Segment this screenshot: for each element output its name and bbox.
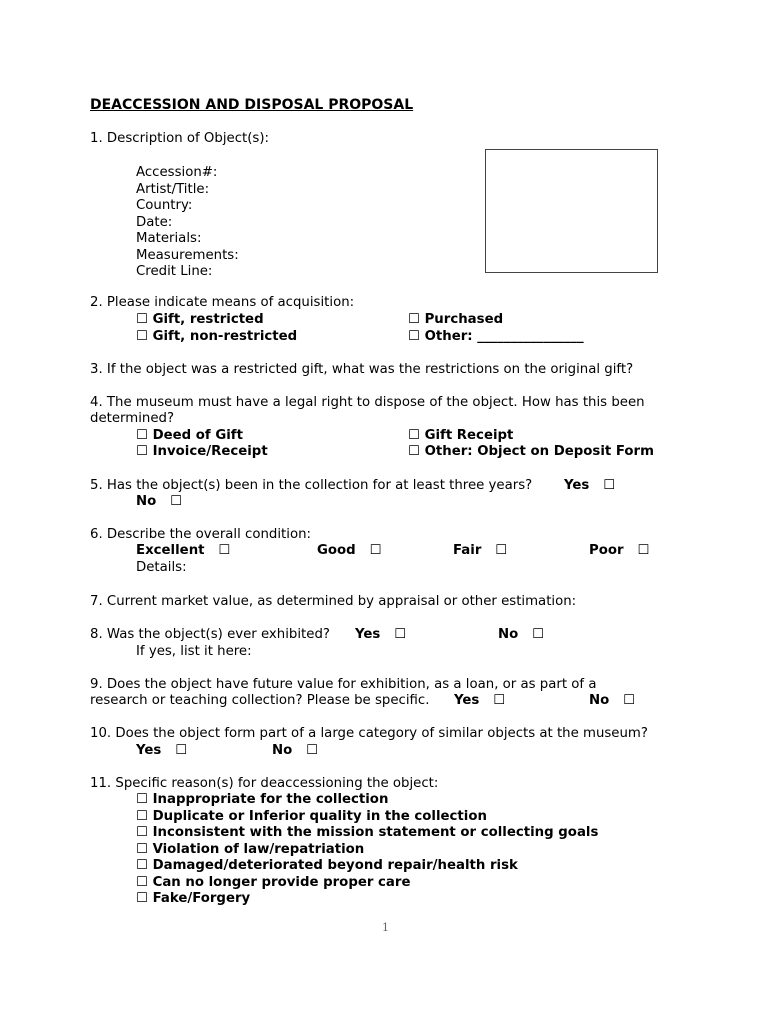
q9-line2: research or teaching collection? Please be specific.	[90, 693, 430, 708]
field-artist-title: Artist/Title:	[136, 182, 210, 197]
q1-label: 1. Description of Object(s):	[90, 131, 270, 146]
option-purchased[interactable]: ☐ Purchased	[408, 312, 504, 327]
checkbox-icon[interactable]: ☐	[408, 428, 420, 443]
condition-fair[interactable]: Fair ☐	[453, 543, 508, 558]
q3-label: 3. If the object was a restricted gift, what was the restrictions on the original gift?	[90, 362, 634, 377]
q8-yes-option[interactable]: Yes ☐	[355, 627, 407, 642]
field-measurements: Measurements:	[136, 248, 239, 263]
q2-label: 2. Please indicate means of acquisition:	[90, 295, 355, 310]
checkbox-icon[interactable]: ☐	[532, 627, 545, 642]
checkbox-icon[interactable]: ☐	[136, 858, 148, 873]
q5-yes-option[interactable]: Yes ☐	[564, 478, 616, 493]
checkbox-icon[interactable]: ☐	[623, 693, 636, 708]
option-invoice-receipt[interactable]: ☐ Invoice/Receipt	[136, 444, 268, 459]
checkbox-icon[interactable]: ☐	[170, 494, 183, 509]
checkbox-icon[interactable]: ☐	[637, 543, 650, 558]
q6-details: Details:	[136, 560, 187, 575]
document-title: DEACCESSION AND DISPOSAL PROPOSAL	[90, 97, 414, 113]
field-country: Country:	[136, 198, 193, 213]
field-materials: Materials:	[136, 231, 202, 246]
q4-line1: 4. The museum must have a legal right to dispose of the object. How has this been	[90, 395, 645, 410]
q8-sub: If yes, list it here:	[136, 644, 252, 659]
checkbox-icon[interactable]: ☐	[495, 543, 508, 558]
checkbox-icon[interactable]: ☐	[136, 444, 148, 459]
checkbox-icon[interactable]: ☐	[408, 329, 420, 344]
q9-no-option[interactable]: No ☐	[589, 693, 636, 708]
field-accession: Accession#:	[136, 165, 218, 180]
option-gift-receipt[interactable]: ☐ Gift Receipt	[408, 428, 514, 443]
checkbox-icon[interactable]: ☐	[136, 428, 148, 443]
checkbox-icon[interactable]: ☐	[136, 825, 148, 840]
reason-inappropriate[interactable]: ☐ Inappropriate for the collection	[136, 792, 389, 807]
option-other[interactable]: ☐ Other: ________________	[408, 329, 584, 344]
q10-no-option[interactable]: No ☐	[272, 743, 319, 758]
checkbox-icon[interactable]: ☐	[408, 312, 420, 327]
checkbox-icon[interactable]: ☐	[136, 312, 148, 327]
q10-yes-option[interactable]: Yes ☐	[136, 743, 188, 758]
option-gift-restricted[interactable]: ☐ Gift, restricted	[136, 312, 264, 327]
checkbox-icon[interactable]: ☐	[136, 842, 148, 857]
reason-inconsistent[interactable]: ☐ Inconsistent with the mission statement or collecting goals	[136, 825, 599, 840]
reason-violation[interactable]: ☐ Violation of law/repatriation	[136, 842, 365, 857]
reason-damaged[interactable]: ☐ Damaged/deteriorated beyond repair/health risk	[136, 858, 518, 873]
q7-label: 7. Current market value, as determined by appraisal or other estimation:	[90, 594, 577, 609]
reason-duplicate[interactable]: ☐ Duplicate or Inferior quality in the collection	[136, 809, 487, 824]
field-date: Date:	[136, 215, 173, 230]
checkbox-icon[interactable]: ☐	[306, 743, 319, 758]
checkbox-icon[interactable]: ☐	[136, 809, 148, 824]
q9-line1: 9. Does the object have future value for exhibition, as a loan, or as part of a	[90, 677, 597, 692]
checkbox-icon[interactable]: ☐	[136, 329, 148, 344]
q9-yes-option[interactable]: Yes ☐	[454, 693, 506, 708]
checkbox-icon[interactable]: ☐	[218, 543, 231, 558]
page-number: 1	[382, 921, 389, 934]
checkbox-icon[interactable]: ☐	[175, 743, 188, 758]
checkbox-icon[interactable]: ☐	[408, 444, 420, 459]
checkbox-icon[interactable]: ☐	[136, 875, 148, 890]
checkbox-icon[interactable]: ☐	[136, 891, 148, 906]
reason-fake[interactable]: ☐ Fake/Forgery	[136, 891, 251, 906]
checkbox-icon[interactable]: ☐	[394, 627, 407, 642]
checkbox-icon[interactable]: ☐	[369, 543, 382, 558]
q8-no-option[interactable]: No ☐	[498, 627, 545, 642]
reason-no-care[interactable]: ☐ Can no longer provide proper care	[136, 875, 411, 890]
checkbox-icon[interactable]: ☐	[603, 478, 616, 493]
q5-label: 5. Has the object(s) been in the collection for at least three years?	[90, 478, 533, 493]
q10-label: 10. Does the object form part of a large category of similar objects at the museum?	[90, 726, 648, 741]
field-credit-line: Credit Line:	[136, 264, 213, 279]
photo-box	[485, 149, 658, 273]
checkbox-icon[interactable]: ☐	[493, 693, 506, 708]
condition-poor[interactable]: Poor ☐	[589, 543, 650, 558]
option-gift-non-restricted[interactable]: ☐ Gift, non-restricted	[136, 329, 298, 344]
q6-label: 6. Describe the overall condition:	[90, 527, 312, 542]
condition-excellent[interactable]: Excellent ☐	[136, 543, 231, 558]
checkbox-icon[interactable]: ☐	[136, 792, 148, 807]
q11-label: 11. Specific reason(s) for deaccessioning the object:	[90, 776, 439, 791]
q8-label: 8. Was the object(s) ever exhibited?	[90, 627, 330, 642]
condition-good[interactable]: Good ☐	[317, 543, 382, 558]
q4-line2: determined?	[90, 411, 175, 426]
q5-no-option[interactable]: No ☐	[136, 494, 183, 509]
option-deed-of-gift[interactable]: ☐ Deed of Gift	[136, 428, 243, 443]
option-other-deposit-form[interactable]: ☐ Other: Object on Deposit Form	[408, 444, 654, 459]
